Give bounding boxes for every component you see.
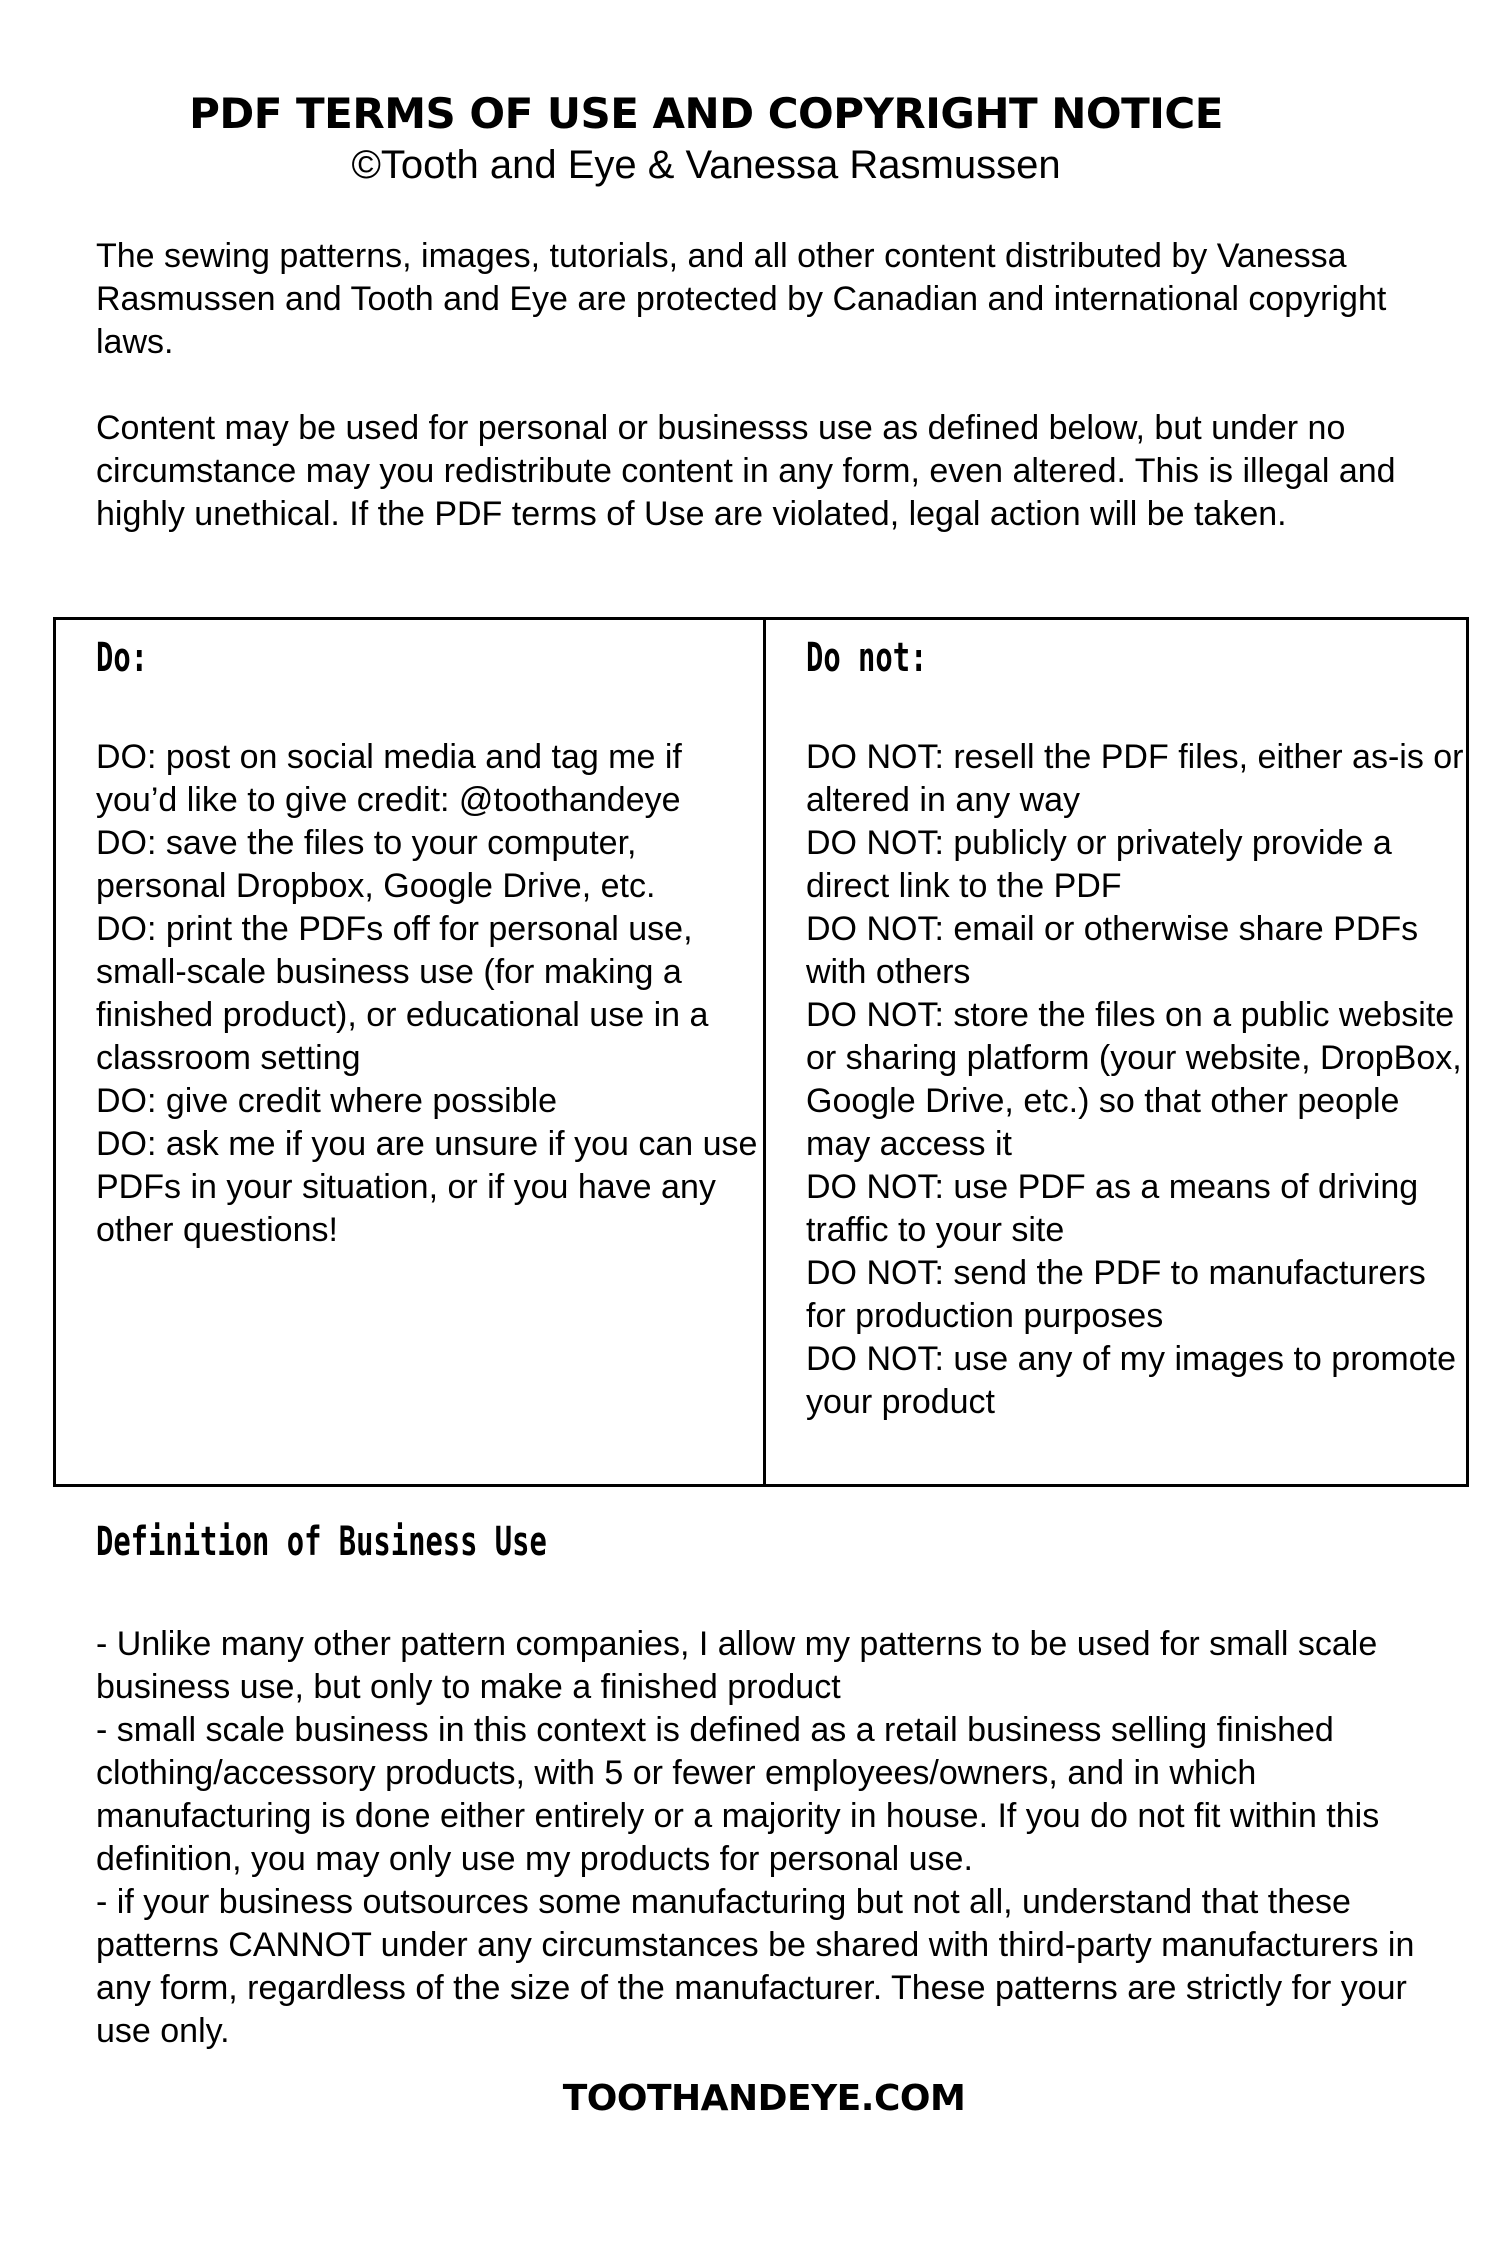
do-not-item: DO NOT: send the PDF to manufacturers for production purposes	[806, 1254, 1426, 1335]
intro-paragraph-usage: Content may be used for personal or businesss use as defined below, but under no circumstance may you redistribute content in any form, even altered. This is illegal and highly unethical. If the PDF terms of Use are violated, legal action will be taken.	[96, 409, 1396, 533]
do-not-item: DO NOT: store the files on a public website or sharing platform (your website, DropBox, Google Drive, etc.) so that other people may access it	[806, 996, 1462, 1163]
do-heading: Do:	[96, 635, 149, 681]
business-use-item: - Unlike many other pattern companies, I allow my patterns to be used for small scale business use, but only to make a finished product	[96, 1625, 1378, 1706]
do-list	[96, 736, 760, 1252]
do-not-heading: Do not:	[806, 635, 928, 681]
website-url: TOOTHANDEYE.COM	[562, 2078, 966, 2119]
do-item: DO: print the PDFs off for personal use, small-scale business use (for making a finished product), or educational use in a classroom setting	[96, 910, 709, 1077]
do-not-item: DO NOT: use any of my images to promote your product	[806, 1340, 1457, 1421]
do-item: DO: ask me if you are unsure if you can use PDFs in your situation, or if you have any other questions!	[96, 1125, 758, 1249]
column-divider	[763, 620, 766, 1484]
business-use-heading: Definition of Business Use	[96, 1519, 547, 1565]
do-item: DO: save the files to your computer, personal Dropbox, Google Drive, etc.	[96, 824, 656, 905]
do-not-item: DO NOT: use PDF as a means of driving traffic to your site	[806, 1168, 1419, 1249]
do-not-item: DO NOT: publicly or privately provide a direct link to the PDF	[806, 824, 1392, 905]
intro-paragraph-copyright: The sewing patterns, images, tutorials, and all other content distributed by Vanessa Rasmussen and Tooth and Eye are protected by Canadian and international copyright laws.	[96, 237, 1387, 361]
do-not-item: DO NOT: resell the PDF files, either as-is or altered in any way	[806, 738, 1464, 819]
copyright-subtitle: ©Tooth and Eye & Vanessa Rasmussen	[351, 143, 1061, 187]
do-and-do-not-table	[53, 617, 1469, 1487]
business-use-item: - if your business outsources some manufacturing but not all, understand that these patterns CANNOT under any circumstances be shared with third-party manufacturers in any form, regardless of the size of the manufacturer. These patterns are strictly for your use only.	[96, 1883, 1415, 2050]
business-use-item: - small scale business in this context is defined as a retail business selling finished clothing/accessory products, with 5 or fewer employees/owners, and in which manufacturing is done either entirely or a majority in house. If you do not fit within this definition, you may only use my products for personal use.	[96, 1711, 1380, 1878]
do-not-item: DO NOT: email or otherwise share PDFs with others	[806, 910, 1419, 991]
business-use-list	[96, 1623, 1426, 2053]
do-not-list	[806, 736, 1470, 1424]
do-item: DO: give credit where possible	[96, 1082, 558, 1120]
do-item: DO: post on social media and tag me if you’d like to give credit: @toothandeye	[96, 738, 682, 819]
document-title: PDF TERMS OF USE AND COPYRIGHT NOTICE	[189, 89, 1223, 138]
